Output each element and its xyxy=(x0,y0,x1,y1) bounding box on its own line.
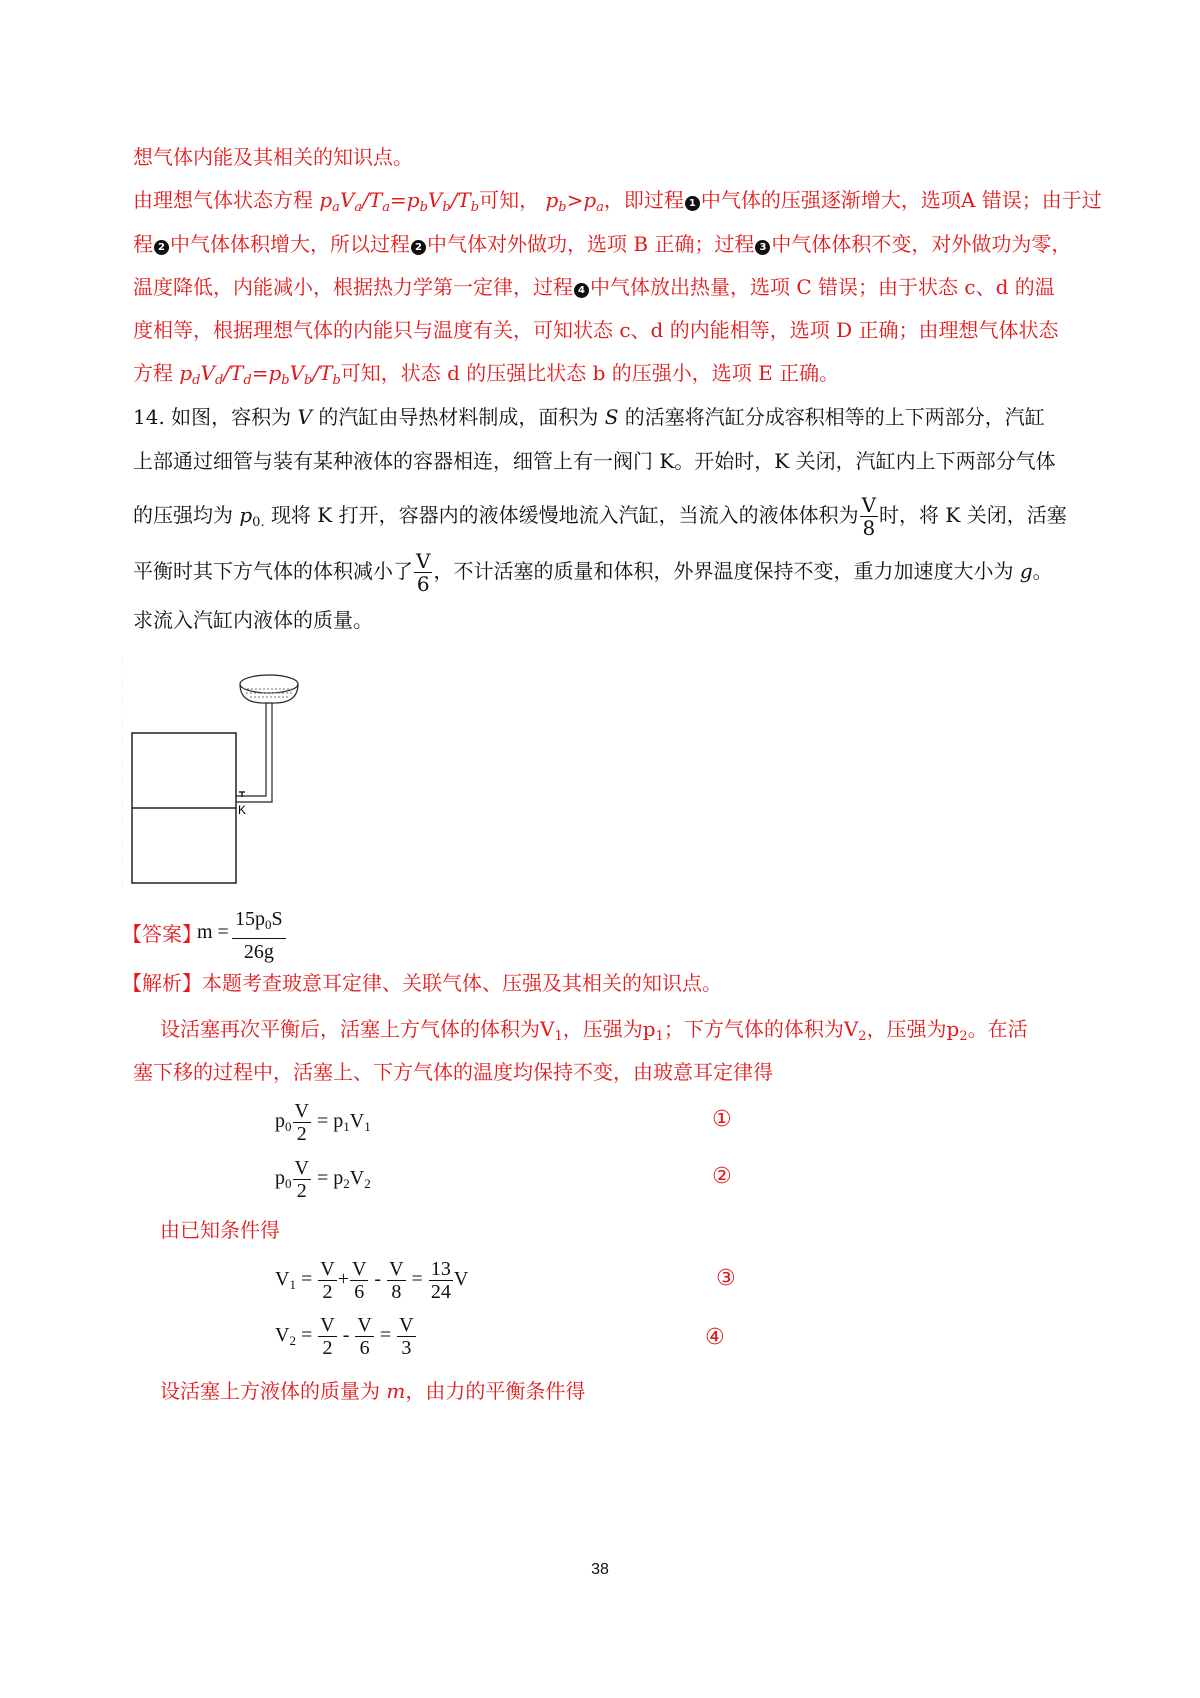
text-line: 求流入汽缸内液体的质量。 xyxy=(133,608,373,632)
fraction: $\frac{V}{8}$ xyxy=(861,493,877,540)
text-line: 想气体内能及其相关的知识点。 xyxy=(133,145,413,169)
cylinder-figure xyxy=(122,656,322,896)
text-line: 设活塞再次平衡后，活塞上方气体的体积为$V_1$，压强为$p_1$；下方气体的体积为$V_2$，压强为$p_2$。在活 xyxy=(160,1017,1028,1044)
eq-marker: ② xyxy=(712,1164,732,1189)
text-line: 的压强均为 $p_{0.}$ 现将 K 打开，容器内的液体缓慢地流入汽缸，当流入的液体体积为 $\frac{V}{8}$ 时，将 K 关闭，活塞 xyxy=(133,493,1067,540)
answer-label: 【答案】 xyxy=(122,922,202,946)
text-line: 设活塞上方液体的质量为 m，由力的平衡条件得 xyxy=(160,1379,586,1403)
circled-number: 3 xyxy=(755,240,770,255)
fraction: $\frac{V}{6}$ xyxy=(416,549,431,596)
circled-number: 2 xyxy=(411,240,426,255)
text-line: 塞下移的过程中，活塞上、下方气体的温度均保持不变，由玻意耳定律得 xyxy=(133,1060,773,1084)
text-line: 由理想气体状态方程 $p_aV_a/T_a=p_bV_b/T_b$可知， $p_b>p_a$，即过程 1 中气体的压强逐渐增大，选项A 错误；由于过 xyxy=(133,188,1102,215)
text-line: 方程 $p_dV_d/T_d=p_bV_b/T_b$可知，状态 d 的压强比状态 b 的压强小，选项 E 正确。 xyxy=(133,361,840,388)
equation-2: $p_0$ $\frac{V}{2}$ = $p_2V_2$ xyxy=(275,1157,371,1202)
text-line: 度相等，根据理想气体的内能只与温度有关，可知状态 c、d 的内能相等，选项 D 正确；由理想气体状态 xyxy=(133,318,1059,342)
eq-marker: ③ xyxy=(716,1266,736,1291)
text-line: 温度降低，内能减小，根据热力学第一定律，过程 4 中气体放出热量，选项 C 错误；由于状态 c、d 的温 xyxy=(133,275,1055,299)
valve-label: K xyxy=(238,803,247,817)
circled-number: 1 xyxy=(685,196,700,211)
equation-4: $V_2$ = $\frac{V}{2}$ - $\frac{V}{6}$ = $\frac{V}{3}$ xyxy=(275,1314,414,1359)
equation-3: $V_1$ = $\frac{V}{2}$ + $\frac{V}{6}$ - $\frac{V}{8}$ = $\frac{13}{24}$ V xyxy=(275,1258,469,1303)
eq-marker: ① xyxy=(712,1107,732,1132)
text-line: 程 2 中气体体积增大，所以过程 2 中气体对外做功，选项 B 正确；过程 3 中气体体积不变，对外做功为零， xyxy=(133,232,1072,256)
circled-number: 2 xyxy=(154,240,169,255)
text-line: 由已知条件得 xyxy=(160,1218,280,1242)
equation-1: $p_0$ $\frac{V}{2}$ = $p_1V_1$ xyxy=(275,1100,371,1145)
answer-fraction: $15p_0S$ 26g xyxy=(232,906,286,965)
page-number: 38 xyxy=(591,1561,609,1578)
answer-lhs: m = xyxy=(197,921,229,943)
text-line: 【解析】本题考查玻意耳定律、关联气体、压强及其相关的知识点。 xyxy=(122,971,722,995)
text-line: 平衡时其下方气体的体积减小了 $\frac{V}{6}$ ，不计活塞的质量和体积，外界温度保持不变，重力加速度大小为 g。 xyxy=(133,549,1053,596)
text-line: 上部通过细管与装有某种液体的容器相连，细管上有一阀门 K。开始时，K 关闭，汽缸内上下两部分气体 xyxy=(133,449,1056,473)
cylinder-diagram xyxy=(122,656,322,896)
eq-marker: ④ xyxy=(705,1325,725,1350)
circled-number: 4 xyxy=(574,283,589,298)
text-line: 14. 如图，容积为 V 的汽缸由导热材料制成，面积为 S 的活塞将汽缸分成容积相等的上下两部分，汽缸 xyxy=(133,405,1045,429)
